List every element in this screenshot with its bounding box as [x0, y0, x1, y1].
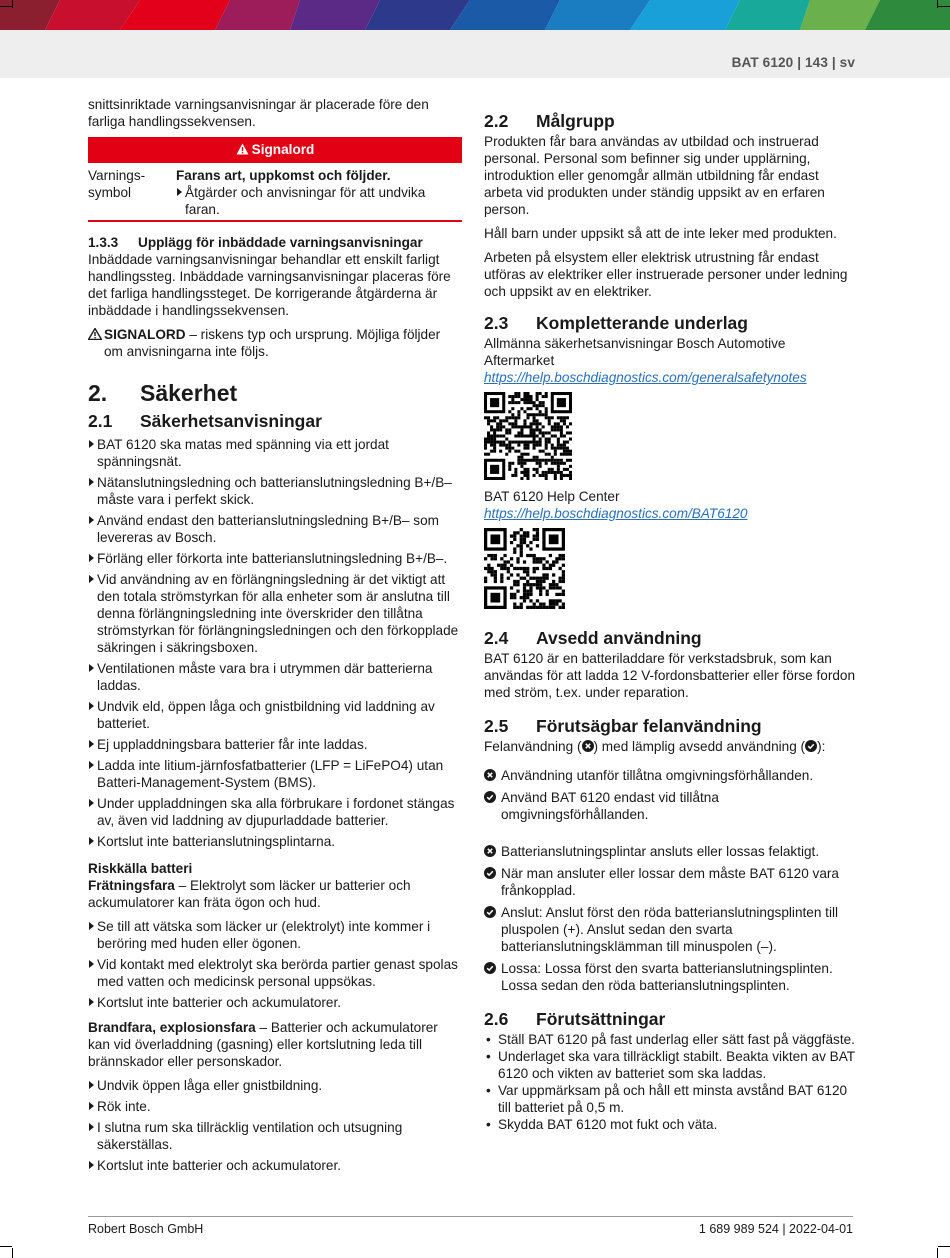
bullet-arrow-icon — [89, 702, 94, 710]
list-item-text: Användning utanför tillåtna omgivningsförhållanden. — [501, 768, 814, 783]
signalord-text: – riskens typ och ursprung. Möjliga följder om anvisningarna inte följs. — [104, 327, 441, 359]
misuse-intro-text-c: ): — [817, 739, 826, 754]
chapter-2-heading — [88, 380, 462, 406]
help-center-label: BAT 6120 Help Center — [484, 489, 620, 504]
general-safety-notes-label: Allmänna säkerhetsanvisningar Bosch Automotive Aftermarket — [484, 336, 786, 368]
footer-divider — [88, 1216, 853, 1217]
crop-mark-tl-v — [12, 0, 13, 8]
header-sep-1: | — [797, 55, 802, 70]
signal-word-label: Signalord — [251, 142, 315, 157]
bullet-dot-icon: • — [486, 1049, 491, 1064]
misuse-intro — [484, 738, 858, 755]
intended-use-text: BAT 6120 är en batteriladdare för verkstadsbruk, som kan användas för att ladda 12 V-fordonsbatterier eller förse fordon med ström, t.ex. under reparation. — [484, 651, 856, 700]
misuse-group-2 — [484, 843, 858, 994]
list-item-text: Ställ BAT 6120 på fast underlag eller sätt fast på väggfäste. — [498, 1032, 855, 1047]
corrosion-list — [88, 918, 462, 1011]
list-item-text: Ej uppladdningsbara batterier får inte laddas. — [97, 737, 368, 752]
bullet-arrow-icon — [89, 960, 94, 968]
check-circle-icon — [484, 962, 496, 974]
list-item — [88, 736, 462, 753]
list-item — [88, 436, 462, 470]
section-number: 2.5 — [484, 716, 509, 736]
list-item-text: Var uppmärksam på och håll ett minsta avstånd BAT 6120 till batteriet på 0,5 m. — [498, 1083, 848, 1115]
fire-label: Brandfara, explosionsfara — [88, 1020, 256, 1035]
list-item — [88, 1157, 462, 1174]
qr-code-icon — [484, 392, 572, 480]
section-title: Kompletterande underlag — [536, 313, 748, 333]
section-2-6-heading — [484, 1008, 858, 1030]
list-item — [88, 474, 462, 508]
safety-instructions-list — [88, 436, 462, 850]
list-item — [484, 904, 858, 955]
bullet-dot-icon: • — [486, 1117, 491, 1132]
x-circle-icon — [484, 769, 496, 781]
section-number: 1.3.3 — [88, 235, 119, 250]
header-language: sv — [839, 55, 855, 70]
hazard-action-text: Åtgärder och anvisningar för att undvika faran. — [185, 185, 426, 217]
section-title: Avsedd användning — [536, 628, 702, 648]
left-column — [88, 96, 462, 1179]
list-item — [484, 767, 858, 784]
list-item-text: Förläng eller förkorta inte batterianslutningsledning B+/B–. — [97, 551, 448, 566]
bullet-arrow-icon — [89, 1081, 94, 1089]
header-page-number: 143 — [805, 55, 828, 70]
list-item-text: Rök inte. — [97, 1099, 151, 1114]
list-item — [88, 1077, 462, 1094]
bullet-arrow-icon — [89, 837, 94, 845]
corrosion-label: Frätningsfara — [88, 878, 175, 893]
list-item — [484, 960, 858, 994]
list-item-text: Se till att vätska som läcker ur (elektrolyt) inte kommer i beröring med huden eller ögonen. — [97, 919, 431, 951]
bullet-dot-icon: • — [486, 1083, 491, 1098]
list-item-text: Kortslut inte batterier och ackumulatorer. — [97, 1158, 342, 1173]
general-safety-notes-link[interactable]: https://help.boschdiagnostics.com/generalsafetynotes — [484, 370, 807, 385]
target-group-paragraph-3: Arbeten på elsystem eller elektrisk utrustning får endast utföras av elektriker eller instruerade personer under ledning och uppsikt av en elektriker. — [484, 250, 848, 299]
bullet-arrow-icon — [89, 740, 94, 748]
section-title: Säkerhetsanvisningar — [140, 411, 322, 431]
chapter-number: 2. — [88, 380, 108, 406]
signal-word-table — [88, 163, 462, 222]
intro-paragraph: snittsinriktade varningsanvisningar är placerade före den farliga handlingssekvensen. — [88, 97, 429, 129]
section-number: 2.2 — [484, 111, 509, 131]
footer-company: Robert Bosch GmbH — [88, 1222, 204, 1236]
bullet-arrow-icon — [89, 664, 94, 672]
top-color-band — [0, 0, 950, 30]
bullet-arrow-icon — [89, 761, 94, 769]
list-item-text: BAT 6120 ska matas med spänning via ett jordat spänningsnät. — [97, 437, 389, 469]
bullet-arrow-icon — [89, 1102, 94, 1110]
warning-triangle-icon — [236, 143, 249, 155]
crop-mark-br-h — [938, 1246, 950, 1247]
page-header-label — [732, 54, 855, 71]
fire-text: – Batterier och ackumulatorer kan vid överladdning (gasning) eller kortslutning leda till brännskador eller personskador. — [88, 1020, 438, 1069]
list-item — [88, 956, 462, 990]
list-item — [484, 1048, 858, 1082]
x-circle-icon — [484, 845, 496, 857]
crop-mark-bl-h — [0, 1246, 12, 1247]
list-item — [484, 843, 858, 860]
section-title: Förutsättningar — [536, 1009, 666, 1029]
section-title: Upplägg för inbäddade varningsanvisningar — [138, 235, 423, 250]
misuse-intro-text-a: Felanvändning ( — [484, 739, 582, 754]
list-item — [88, 994, 462, 1011]
list-item — [484, 1031, 858, 1048]
qr-code-icon — [484, 528, 565, 609]
target-group-paragraph-1: Produkten får bara användas av utbildad och instruerad personal. Personal som befinner sig under upplärning, introduktion eller genomgår allmän utbildning får endast arbeta vid produkten under ständig uppsikt av en erfaren person. — [484, 134, 825, 217]
bullet-arrow-icon — [89, 1123, 94, 1131]
list-item — [88, 918, 462, 952]
list-item-text: Använd BAT 6120 endast vid tillåtna omgivningsförhållanden. — [501, 790, 719, 822]
misuse-intro-text-b: ) med lämplig avsedd användning ( — [593, 739, 806, 754]
color-band-graphic — [0, 0, 950, 30]
header-product: BAT 6120 — [731, 55, 794, 70]
crop-mark-tr-v — [937, 0, 938, 8]
target-group-paragraph-2: Håll barn under uppsikt så att de inte leker med produkten. — [484, 226, 837, 241]
section-2-2-heading — [484, 110, 858, 132]
check-circle-icon — [484, 867, 496, 879]
bullet-arrow-icon — [89, 440, 94, 448]
list-item-text: Kortslut inte batterier och ackumulatorer. — [97, 995, 342, 1010]
list-item — [88, 1098, 462, 1115]
section-number: 2.4 — [484, 628, 509, 648]
warning-triangle-icon — [88, 328, 102, 340]
list-item — [88, 833, 462, 850]
section-2-5-heading — [484, 715, 858, 737]
bullet-arrow-icon — [89, 922, 94, 930]
bullet-arrow-icon — [89, 478, 94, 486]
right-column — [484, 110, 858, 1133]
list-item-text: Nätanslutningsledning och batterianslutningsledning B+/B– måste vara i perfekt skick. — [97, 475, 452, 507]
list-item-text: Lossa: Lossa först den svarta batterianslutningsplinten. Lossa sedan den röda batterianslutningsplinten. — [501, 961, 833, 993]
section-2-1-heading — [88, 410, 462, 432]
list-item — [484, 865, 858, 899]
list-item-text: Skydda BAT 6120 mot fukt och väta. — [498, 1117, 718, 1132]
corrosion-paragraph — [88, 877, 462, 911]
list-item-text: Ladda inte litium-järnfosfatbatterier (LFP = LiFePO4) utan Batteri-Management-System (BMS). — [97, 758, 444, 790]
footer-doc-number: 1 689 989 524 | 2022-04-01 — [698, 1222, 853, 1236]
list-item-text: Kortslut inte batterianslutningsplintarna. — [97, 834, 336, 849]
list-item — [88, 550, 462, 567]
list-item-text: Ventilationen måste vara bra i utrymmen där batterierna laddas. — [97, 661, 433, 693]
bullet-arrow-icon — [89, 554, 94, 562]
help-center-link[interactable]: https://help.boschdiagnostics.com/BAT6120 — [484, 506, 748, 521]
bullet-arrow-icon — [89, 998, 94, 1006]
section-1-3-3-heading — [88, 234, 462, 251]
check-circle-icon — [484, 906, 496, 918]
section-2-3-heading — [484, 312, 858, 334]
list-item — [484, 1082, 858, 1116]
list-item — [88, 698, 462, 732]
list-item-text: Anslut: Anslut först den röda batterianslutningsplinten till pluspolen (+). Anslut sedan den svarta batterianslutningsklämman till minuspolen (–). — [501, 905, 839, 954]
crop-mark-bl-v — [12, 1248, 13, 1258]
list-item — [484, 1116, 858, 1133]
section-number: 2.6 — [484, 1009, 509, 1029]
section-2-4-heading — [484, 627, 858, 649]
section-1-3-3-text: Inbäddade varningsanvisningar behandlar ett enskilt farligt handlingssteg. Inbäddade varningsanvisningar placeras före det farliga handlingssteget. De korrigerande åtgärderna är inbäddade i handlingssekvensen. — [88, 252, 451, 318]
fire-list — [88, 1077, 462, 1174]
chapter-title: Säkerhet — [140, 380, 238, 406]
hazard-description: Farans art, uppkomst och följder. — [176, 168, 391, 183]
list-item — [88, 1119, 462, 1153]
list-item-text: I slutna rum ska tillräcklig ventilation och utsugning säkerställas. — [97, 1120, 403, 1152]
crop-mark-br-v — [937, 1248, 938, 1258]
signal-word-body — [176, 167, 462, 218]
corrosion-text: – Elektrolyt som läcker ur batterier och ackumulatorer kan fräta ögon och hud. — [88, 878, 411, 910]
bullet-dot-icon: • — [486, 1032, 491, 1047]
crop-mark-tl-h — [0, 6, 12, 7]
list-item-text: Undvik öppen låga eller gnistbildning. — [97, 1078, 323, 1093]
warning-symbol-label: Varnings- symbol — [88, 168, 146, 200]
misuse-group-1 — [484, 767, 858, 823]
fire-paragraph — [88, 1019, 462, 1070]
list-item-text: Under uppladdningen ska alla förbrukare i fordonet stängas av, även vid laddning av djupurladdade batterier. — [97, 796, 455, 828]
section-title: Målgrupp — [536, 111, 615, 131]
section-number: 2.1 — [88, 411, 113, 431]
list-item-text: När man ansluter eller lossar dem måste BAT 6120 vara frånkopplad. — [501, 866, 839, 898]
bullet-arrow-icon — [89, 799, 94, 807]
check-circle-icon — [484, 791, 496, 803]
prerequisites-list — [484, 1031, 858, 1133]
crop-mark-tr-h — [938, 6, 950, 7]
list-item-text: Vid användning av en förlängningsledning är det viktigt att den totala strömstyrkan för alla enheter som är anslutna till denna förlängningsledning inte överskrider den tillåtna strömstyrkan för förlängningsledningen och den förkopplade säkringen i säkringsboxen. — [97, 572, 459, 655]
bullet-arrow-icon — [177, 188, 182, 196]
list-item — [88, 795, 462, 829]
list-item-text: Vid kontakt med elektrolyt ska berörda partier genast spolas med vatten och medicinsk personal uppsökas. — [97, 957, 458, 989]
list-item — [88, 571, 462, 656]
risk-source-heading: Riskkälla batteri — [88, 861, 193, 876]
list-item — [88, 660, 462, 694]
list-item-text: Underlaget ska vara tillräckligt stabilt. Beakta vikten av BAT 6120 och vikten av batteriet som ska laddas. — [498, 1049, 855, 1081]
hazard-action — [176, 184, 462, 218]
bullet-arrow-icon — [89, 516, 94, 524]
bullet-arrow-icon — [89, 575, 94, 583]
section-title: Förutsägbar felanvändning — [536, 716, 762, 736]
embedded-warning-example — [88, 326, 462, 360]
signal-word-bar — [88, 137, 462, 163]
list-item-text: Undvik eld, öppen låga och gnistbildning vid laddning av batteriet. — [97, 699, 435, 731]
list-item — [88, 512, 462, 546]
list-item-text: Batterianslutningsplintar ansluts eller lossas felaktigt. — [501, 844, 820, 859]
signalord-bold: SIGNALORD — [104, 327, 186, 342]
list-item — [484, 789, 858, 823]
list-item-text: Använd endast den batterianslutningsledning B+/B– som levereras av Bosch. — [97, 513, 439, 545]
header-sep-2: | — [831, 55, 836, 70]
check-circle-icon — [805, 740, 817, 752]
section-number: 2.3 — [484, 313, 509, 333]
bullet-arrow-icon — [89, 1161, 94, 1169]
list-item — [88, 757, 462, 791]
x-circle-icon — [582, 740, 594, 752]
